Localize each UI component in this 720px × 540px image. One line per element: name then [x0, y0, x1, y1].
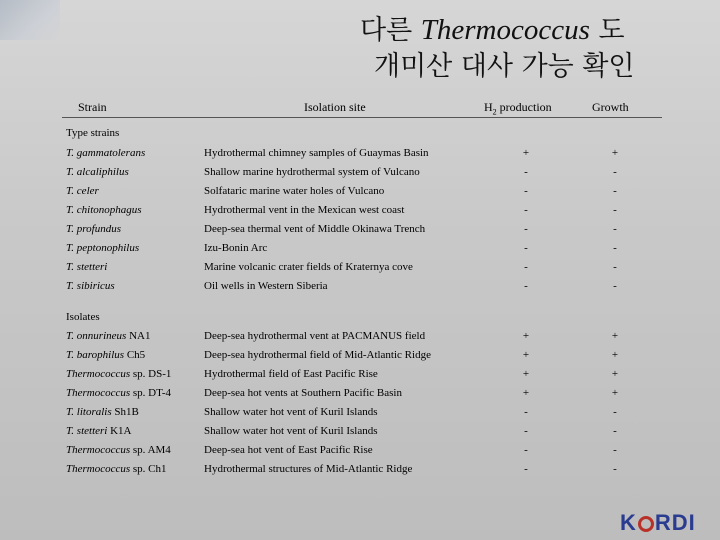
header-growth: Growth [592, 100, 629, 114]
strain-cell [66, 201, 142, 220]
isolation-site-cell: Marine volcanic crater fields of Kraternya cove [204, 261, 413, 273]
strain-id: NA1 [126, 330, 151, 342]
title-line-1 [360, 12, 700, 49]
strain-cell [66, 220, 121, 239]
growth-cell: - [613, 444, 617, 456]
growth-cell: - [613, 406, 617, 418]
strain-id: sp. DT-4 [130, 387, 172, 399]
strain-cell [66, 258, 107, 277]
strain-id: Ch5 [124, 349, 146, 361]
h2-production-cell: + [522, 147, 530, 159]
growth-cell: - [613, 280, 617, 292]
header-strain: Strain [78, 100, 107, 114]
strain-cell [66, 460, 167, 479]
table-row [0, 182, 720, 201]
logo-ring-icon [638, 516, 654, 532]
h2-production-cell: - [524, 444, 528, 456]
header-divider [62, 117, 662, 118]
isolation-site-cell: Shallow marine hydrothermal system of Vulcano [204, 166, 420, 178]
header-isolation-site: Isolation site [304, 100, 366, 114]
species-name: T. onnurineus [66, 330, 127, 342]
table-row [0, 403, 720, 422]
kordi-logo: K RDI [620, 510, 696, 535]
table-row [0, 239, 720, 258]
header-h2-production [484, 100, 552, 116]
table-row [0, 460, 720, 479]
species-name: T. peptonophilus [66, 242, 140, 254]
isolation-site-cell: Deep-sea hydrothermal vent at PACMANUS field [204, 330, 426, 342]
growth-cell: - [613, 425, 617, 437]
corner-decoration [0, 0, 60, 40]
strain-id: sp. Ch1 [130, 463, 167, 475]
table-row [0, 144, 720, 163]
strain-cell [66, 327, 150, 346]
h2-production-cell: - [524, 406, 528, 418]
h2-production-cell: - [524, 425, 528, 437]
table-row [0, 346, 720, 365]
isolation-site-cell: Solfataric marine water holes of Vulcano [204, 185, 385, 197]
growth-cell: - [613, 223, 617, 235]
growth-cell: - [613, 463, 617, 475]
species-name: T. celer [66, 185, 99, 197]
strain-cell [66, 239, 139, 258]
strain-cell [66, 144, 145, 163]
section-type-strains: Type strains [66, 127, 120, 139]
growth-cell: + [611, 147, 619, 159]
h2-production-cell: - [524, 463, 528, 475]
h2-production-cell: - [524, 280, 528, 292]
title-prefix: 다른 [360, 15, 421, 46]
growth-cell: - [613, 261, 617, 273]
h2-production-cell: - [524, 261, 528, 273]
strain-cell [66, 403, 139, 422]
isolation-site-cell: Izu-Bonin Arc [204, 242, 268, 254]
h2-production-cell: + [522, 387, 530, 399]
title-suffix: 도 [589, 15, 625, 46]
strain-cell [66, 277, 115, 296]
growth-cell: - [613, 204, 617, 216]
table-row [0, 258, 720, 277]
strain-cell [66, 182, 99, 201]
strain-cell [66, 441, 171, 460]
strain-cell [66, 384, 171, 403]
h2-production-cell: - [524, 204, 528, 216]
species-name: T. chitonophagus [66, 204, 142, 216]
species-name: T. stetteri [66, 425, 108, 437]
slide-title [360, 12, 700, 85]
isolation-site-cell: Hydrothermal structures of Mid-Atlantic Ridge [204, 463, 413, 475]
species-name: Thermococcus [66, 463, 131, 475]
strain-cell [66, 422, 132, 441]
table-row [0, 327, 720, 346]
isolation-site-cell: Deep-sea thermal vent of Middle Okinawa Trench [204, 223, 426, 235]
strain-cell [66, 365, 171, 384]
table-row [0, 201, 720, 220]
strain-id: sp. DS-1 [130, 368, 172, 380]
h2-production-cell: + [522, 330, 530, 342]
species-name: T. alcaliphilus [66, 166, 129, 178]
growth-cell: + [611, 330, 619, 342]
strain-id: sp. AM4 [130, 444, 171, 456]
growth-cell: + [611, 387, 619, 399]
growth-cell: + [611, 349, 619, 361]
table-row [0, 277, 720, 296]
title-genus: Thermococcus [420, 14, 590, 46]
isolation-site-cell: Deep-sea hydrothermal field of Mid-Atlantic Ridge [204, 349, 431, 361]
species-name: Thermococcus [66, 368, 131, 380]
isolation-site-cell: Deep-sea hot vents at Southern Pacific Basin [204, 387, 402, 399]
species-name: T. barophilus [66, 349, 125, 361]
isolation-site-cell: Deep-sea hot vent of East Pacific Rise [204, 444, 373, 456]
table-row [0, 365, 720, 384]
species-name: T. litoralis [66, 406, 112, 418]
strain-cell [66, 346, 145, 365]
growth-cell: - [613, 166, 617, 178]
species-name: T. gammatolerans [66, 147, 146, 159]
title-line-2: 개미산 대사 가능 확인 [374, 51, 635, 82]
h2-label: production [496, 100, 552, 114]
isolation-site-cell: Oil wells in Western Siberia [204, 280, 328, 292]
section-isolates: Isolates [66, 311, 100, 323]
strain-id: K1A [107, 425, 132, 437]
growth-cell: - [613, 185, 617, 197]
table-row [0, 220, 720, 239]
isolation-site-cell: Shallow water hot vent of Kuril Islands [204, 406, 378, 418]
h2-production-cell: + [522, 368, 530, 380]
growth-cell: + [611, 368, 619, 380]
h2-production-cell: - [524, 166, 528, 178]
isolation-site-cell: Hydrothermal vent in the Mexican west coast [204, 204, 405, 216]
table-row [0, 163, 720, 182]
species-name: T. stetteri [66, 261, 108, 273]
species-name: Thermococcus [66, 444, 131, 456]
h2-production-cell: + [522, 349, 530, 361]
species-name: T. profundus [66, 223, 122, 235]
h2-production-cell: - [524, 223, 528, 235]
isolation-site-cell: Shallow water hot vent of Kuril Islands [204, 425, 378, 437]
growth-cell: - [613, 242, 617, 254]
h2-production-cell: - [524, 185, 528, 197]
strain-id: Sh1B [111, 406, 139, 418]
table-row [0, 422, 720, 441]
h2-production-cell: - [524, 242, 528, 254]
table-row [0, 441, 720, 460]
species-name: T. sibiricus [66, 280, 115, 292]
species-name: Thermococcus [66, 387, 131, 399]
isolation-site-cell: Hydrothermal field of East Pacific Rise [204, 368, 378, 380]
strain-cell [66, 163, 129, 182]
table-row [0, 384, 720, 403]
h2-subscript: 2 [492, 107, 497, 117]
h2-letter: H [484, 100, 493, 114]
isolation-site-cell: Hydrothermal chimney samples of Guaymas Basin [204, 147, 429, 159]
